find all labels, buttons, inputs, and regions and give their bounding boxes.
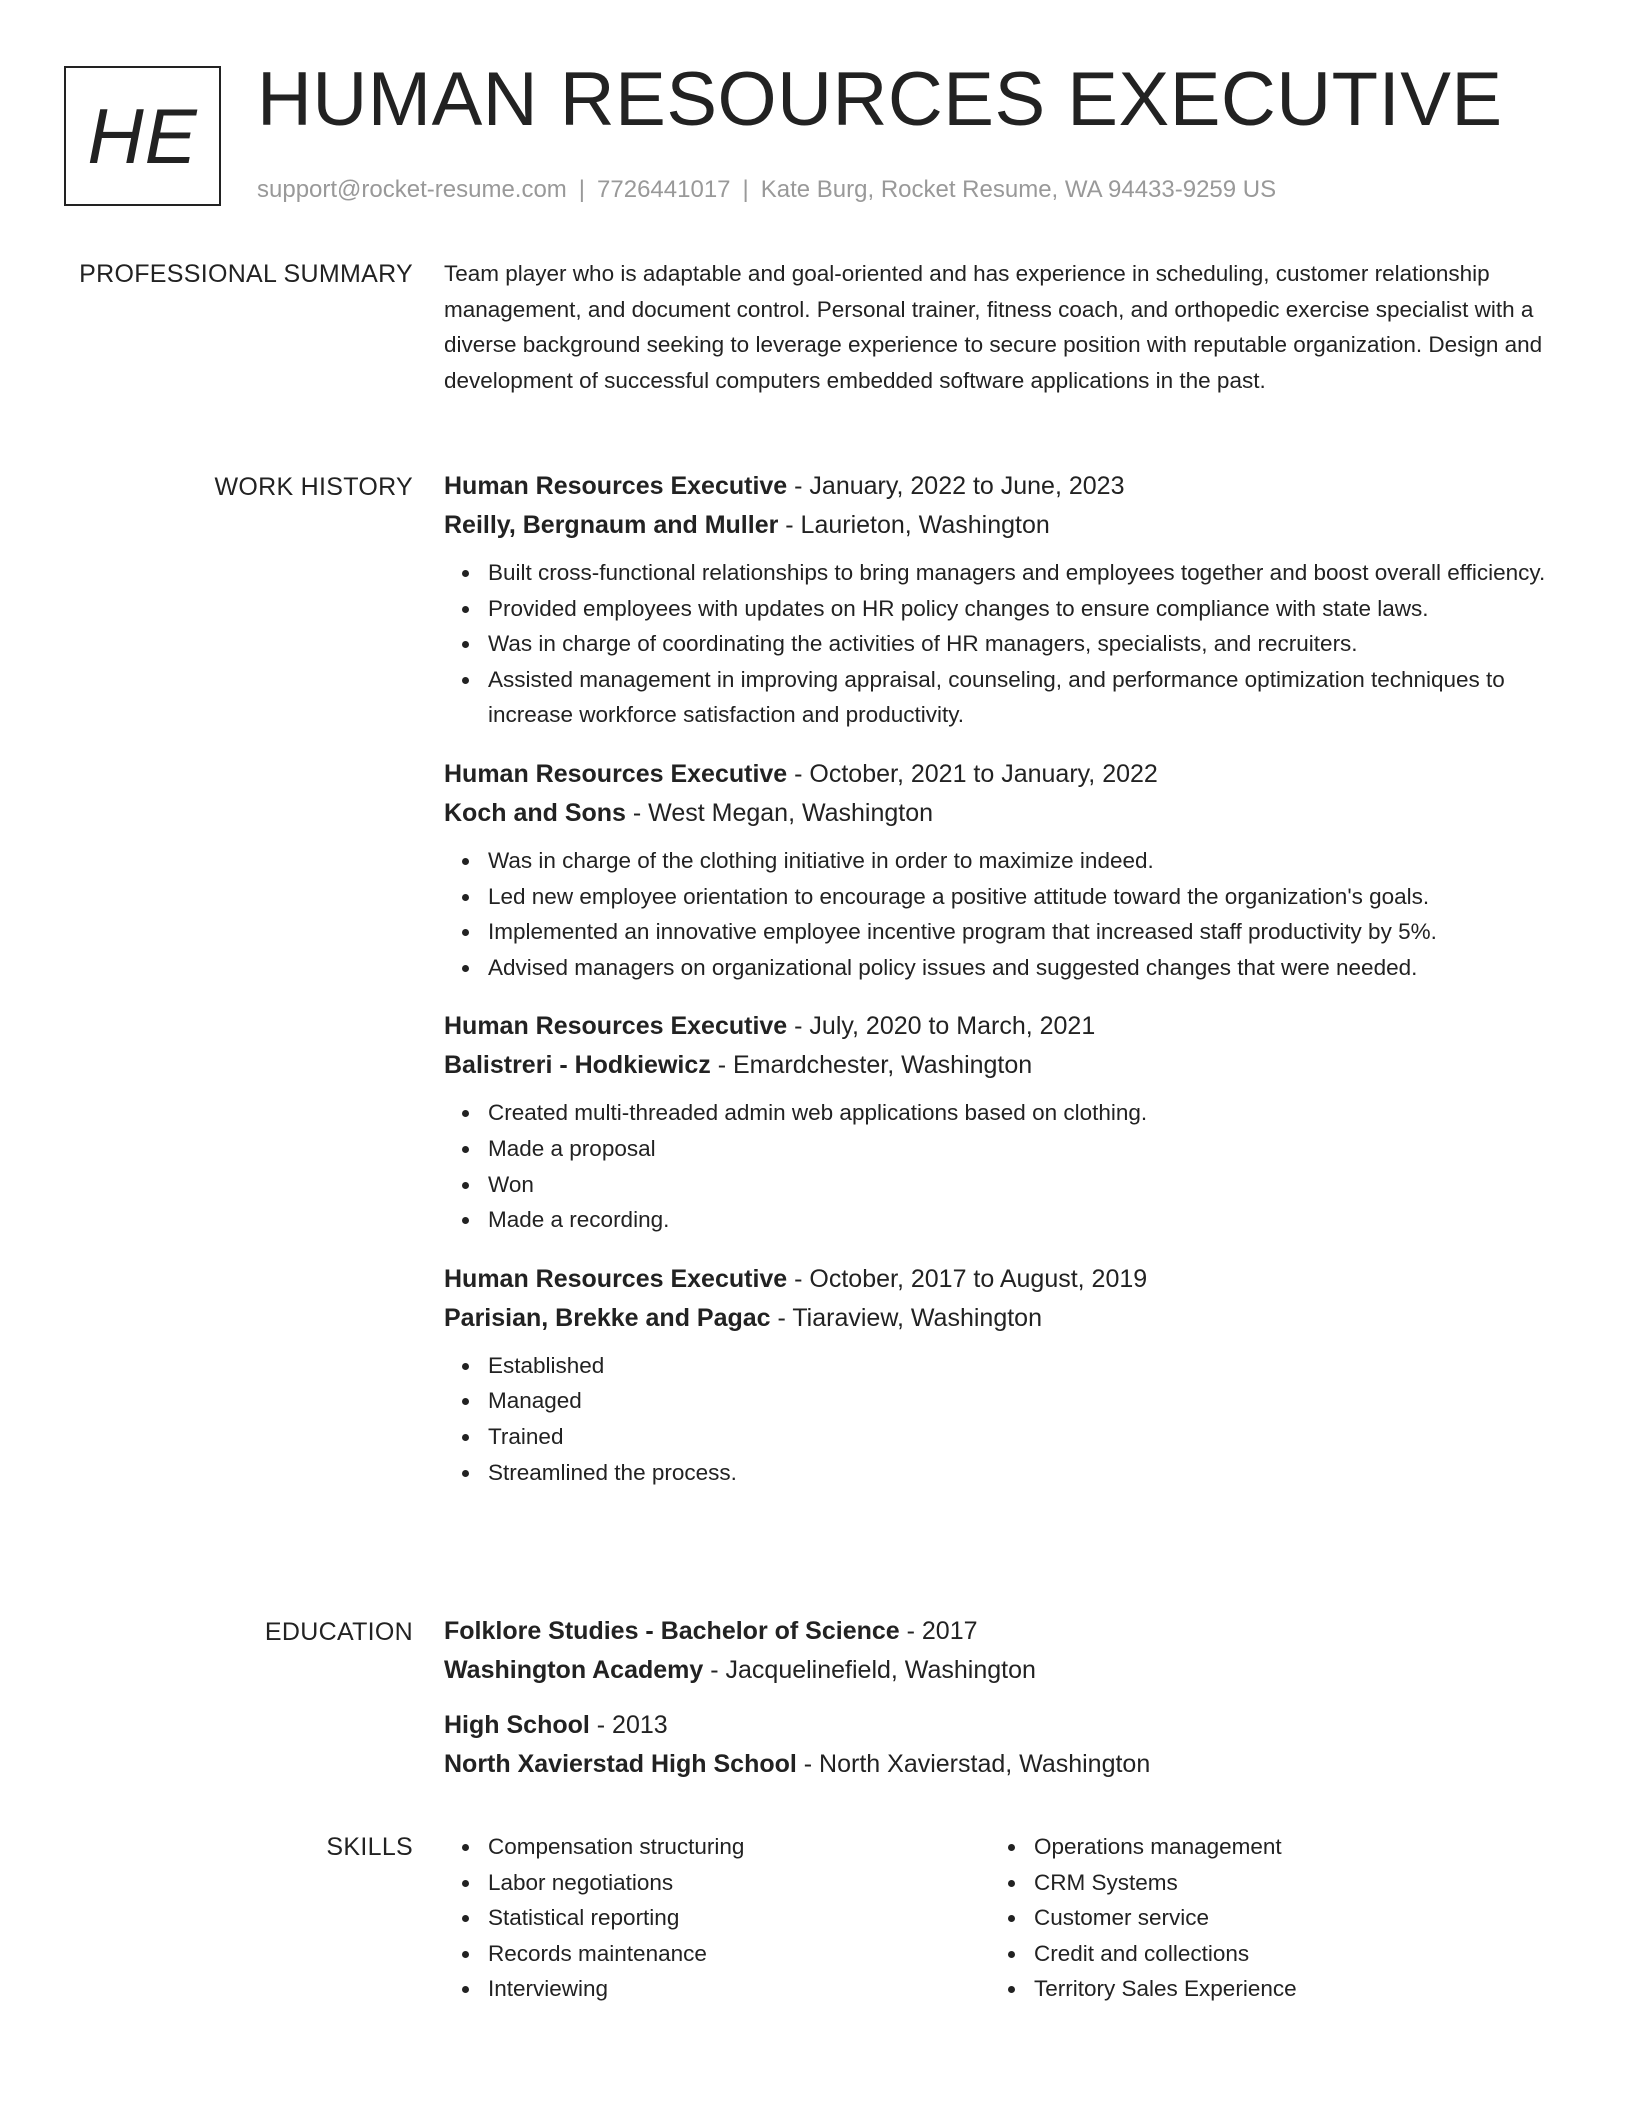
job-title-line (444, 1007, 1556, 1046)
job-dates: - October, 2021 to January, 2022 (787, 759, 1158, 788)
job-company: Balistreri - Hodkiewicz (444, 1051, 711, 1080)
job-location: - Laurieton, Washington (778, 511, 1050, 539)
skills-list (990, 1829, 1536, 2007)
job-bullet: Built cross-functional relationships to bring managers and employees together and boost overall efficiency. (488, 555, 1556, 591)
job-entry (444, 1260, 1556, 1490)
skills-list (444, 1829, 990, 2007)
job-company-line (444, 506, 1556, 545)
job-title: Human Resources Executive (444, 1012, 788, 1041)
summary-body (444, 256, 1556, 398)
education-location: - North Xavierstad, Washington (796, 1750, 1151, 1778)
skills-column-left (444, 1829, 990, 2007)
job-bullets (444, 1095, 1556, 1237)
education-degree: Folklore Studies - Bachelor of Science (444, 1617, 900, 1645)
education-school-line (444, 1651, 1556, 1690)
job-dates: - July, 2020 to March, 2021 (787, 1012, 1096, 1041)
summary-heading: PROFESSIONAL SUMMARY (79, 260, 413, 288)
job-bullet: Provided employees with updates on HR policy changes to ensure compliance with state laws. (488, 591, 1556, 627)
job-company: Reilly, Bergnaum and Muller (444, 511, 779, 539)
skill-item: Compensation structuring (488, 1829, 990, 1865)
job-title-line (444, 467, 1556, 506)
skill-item: Credit and collections (1034, 1936, 1536, 1972)
job-location: - West Megan, Washington (625, 798, 934, 827)
job-title: Human Resources Executive (444, 759, 788, 788)
job-company-line (444, 1299, 1556, 1338)
job-bullet: Won (488, 1167, 1556, 1203)
job-dates: - January, 2022 to June, 2023 (787, 472, 1125, 500)
work-history-body (444, 467, 1556, 1512)
education-degree-line (444, 1612, 1556, 1651)
job-bullets (444, 843, 1556, 985)
job-bullet: Streamlined the process. (488, 1455, 1556, 1491)
skills-column-right (990, 1829, 1536, 2007)
skill-item: Labor negotiations (488, 1865, 990, 1901)
education-heading: EDUCATION (264, 1618, 413, 1646)
work-history-heading: WORK HISTORY (214, 473, 413, 501)
skill-item: CRM Systems (1034, 1865, 1536, 1901)
job-bullet: Advised managers on organizational policy issues and suggested changes that were needed. (488, 950, 1556, 986)
skills-body (444, 1829, 1556, 2007)
job-entry (444, 467, 1556, 733)
job-dates: - October, 2017 to August, 2019 (787, 1264, 1148, 1293)
skill-item: Records maintenance (488, 1936, 990, 1972)
education-degree: High School (444, 1711, 590, 1739)
skills-columns (444, 1829, 1556, 2007)
job-entry (444, 755, 1556, 985)
monogram-text: HE (87, 91, 198, 180)
education-year: - 2017 (899, 1617, 978, 1645)
education-location: - Jacquelinefield, Washington (703, 1656, 1036, 1684)
job-bullet: Assisted management in improving appraisal, counseling, and performance optimization techniques to increase workforce satisfaction and productivity. (488, 662, 1556, 733)
job-title-line (444, 1260, 1556, 1299)
monogram-badge (64, 66, 221, 206)
job-location: - Emardchester, Washington (710, 1051, 1033, 1080)
job-bullet: Made a proposal (488, 1131, 1556, 1167)
job-title-line (444, 755, 1556, 794)
skill-item: Interviewing (488, 1971, 990, 2007)
job-bullet: Was in charge of the clothing initiative in order to maximize indeed. (488, 843, 1556, 879)
job-bullet: Created multi-threaded admin web applications based on clothing. (488, 1095, 1556, 1131)
contact-separator: | (578, 176, 586, 203)
skill-item: Territory Sales Experience (1034, 1971, 1536, 2007)
contact-email: support@rocket-resume.com (257, 176, 567, 203)
job-company: Koch and Sons (444, 798, 626, 827)
job-bullet: Led new employee orientation to encourage a positive attitude toward the organization's goals. (488, 879, 1556, 915)
job-bullets (444, 1348, 1556, 1490)
job-bullet: Made a recording. (488, 1202, 1556, 1238)
job-entry (444, 1007, 1556, 1237)
skill-item: Statistical reporting (488, 1900, 990, 1936)
skills-heading: SKILLS (326, 1833, 413, 1861)
job-location: - Tiaraview, Washington (770, 1303, 1042, 1332)
education-school-line (444, 1745, 1556, 1784)
job-bullet: Trained (488, 1419, 1556, 1455)
job-company-line (444, 794, 1556, 833)
job-bullet: Implemented an innovative employee incentive program that increased staff productivity by 5%. (488, 914, 1556, 950)
summary-text: Team player who is adaptable and goal-oriented and has experience in scheduling, customer relationship management, and document control. Personal trainer, fitness coach, and orthopedic exercise specialist with a diverse background seeking to leverage experience to secure position with reputable organization. Design and development of successful computers embedded software applications in the past. (444, 261, 1543, 393)
job-bullets (444, 555, 1556, 733)
job-title: Human Resources Executive (444, 472, 788, 500)
education-school: Washington Academy (444, 1656, 704, 1684)
job-title: Human Resources Executive (444, 1264, 788, 1293)
education-entry (444, 1612, 1556, 1690)
contact-separator: | (742, 176, 749, 203)
job-bullet: Was in charge of coordinating the activities of HR managers, specialists, and recruiters. (488, 626, 1556, 662)
skill-item: Customer service (1034, 1900, 1536, 1936)
job-bullet: Managed (488, 1383, 1556, 1419)
job-bullet: Established (488, 1348, 1556, 1384)
resume-title: HUMAN RESOURCES EXECUTIVE (257, 57, 1503, 142)
education-degree-line (444, 1706, 1556, 1745)
contact-address: Kate Burg, Rocket Resume, WA 94433-9259 US (760, 176, 1277, 203)
contact-phone: 7726441017 (597, 176, 731, 203)
skill-item: Operations management (1034, 1829, 1536, 1865)
education-year: - 2013 (589, 1711, 668, 1739)
contact-line (257, 172, 1276, 208)
education-entry (444, 1706, 1556, 1784)
job-company-line (444, 1046, 1556, 1085)
education-body (444, 1612, 1556, 1800)
job-company: Parisian, Brekke and Pagac (444, 1303, 771, 1332)
education-school: North Xavierstad High School (444, 1750, 797, 1778)
